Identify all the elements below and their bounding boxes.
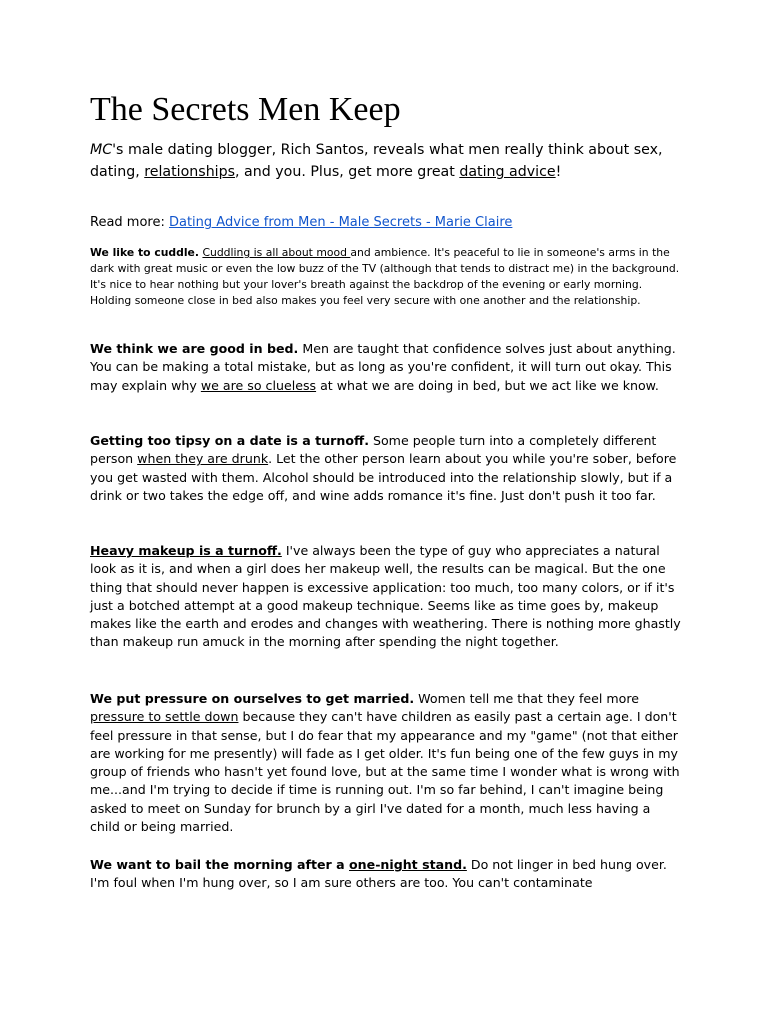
cuddle-text: and ambience. It's peaceful to lie in someone's arms in the dark with great music or even the low buzz of the TV (although that tends to distract me) in the background. It's nice to hear nothing but your lover's breath against the backdrop of the evening or early morning. Holding someone close in bed also makes you feel very secure with one another and the relationship. — [90, 246, 680, 307]
one-night-stand-link[interactable] — [349, 857, 467, 872]
article-deck — [90, 139, 690, 183]
bail-heading: We want to bail the morning after a — [90, 857, 350, 872]
good-in-bed-heading: We think we are good in bed. — [90, 341, 299, 356]
makeup-heading: Heavy makeup is a turnoff. — [90, 543, 282, 558]
deck-text: 's male dating blogger, Rich Santos, reveals what men really think about sex, dating, — [90, 142, 663, 180]
deck-text: ! — [555, 164, 562, 180]
drunk-link[interactable]: when they are drunk — [137, 451, 269, 467]
bail-text: Do not linger in bed hung over. I'm foul when I'm hung over, so I am sure others are too. You can't contaminate — [90, 857, 667, 891]
tipsy-paragraph — [90, 432, 684, 505]
magazine-abbrev: MC — [90, 142, 113, 158]
cuddle-heading: We like to cuddle. — [90, 246, 199, 259]
deck-text: , and you. Plus, get more great — [235, 164, 460, 180]
read-more-link[interactable]: Dating Advice from Men - Male Secrets - Marie Claire — [168, 215, 513, 230]
married-paragraph — [90, 690, 684, 836]
tipsy-text: Some people turn into a completely different person — [90, 433, 657, 467]
married-heading: We put pressure on ourselves to get married. — [90, 691, 415, 706]
married-text: because they can't have children as easily past a certain age. I don't feel pressure in that sense, but I do fear that my appearance and my "game" (not that either are working for me presently) will fade as I get older. It's fun being one of the few guys in my group of friends who hasn't yet found love, but at the same time I wonder what is wrong with me...and I'm trying to decide if time is running out. I'm so far behind, I can't imagine being asked to meet on Sunday for brunch by a girl I've dated for a month, much less having a child or being married. — [90, 709, 680, 835]
read-more-label: Read more: — [90, 215, 169, 230]
good-in-bed-text: Men are taught that confidence solves just about anything. You can be making a total mistake, but as long as you're confident, it will turn out okay. This may explain why — [90, 341, 676, 393]
clueless-link[interactable]: we are so clueless — [200, 377, 317, 393]
dating-advice-link[interactable]: dating advice — [459, 164, 556, 180]
makeup-paragraph — [90, 542, 684, 652]
good-in-bed-paragraph — [90, 340, 684, 395]
article-title: The Secrets Men Keep — [90, 91, 401, 128]
makeup-text: I've always been the type of guy who appreciates a natural look as it is, and when a girl does her makeup well, the results can be magical. But the one thing that should never happen is excessive application: too much, too many colors, or if it's just a botched attempt at a good makeup technique. Seems like as time goes by, makeup makes like the earth and erodes and changes with weathering. There is nothing more ghastly than makeup run amuck in the morning after spending the night together. — [90, 543, 681, 650]
makeup-heading-link[interactable] — [90, 543, 282, 558]
one-night-stand-label: one-night stand. — [349, 857, 467, 872]
bail-paragraph — [90, 856, 684, 893]
cuddling-link[interactable]: Cuddling is all about mood — [202, 246, 351, 259]
settle-down-link[interactable]: pressure to settle down — [90, 709, 239, 725]
married-text: Women tell me that they feel more — [414, 691, 640, 706]
cuddle-paragraph — [90, 245, 684, 309]
good-in-bed-text: at what we are doing in bed, but we act like we know. — [316, 377, 659, 393]
tipsy-heading: Getting too tipsy on a date is a turnoff. — [90, 433, 369, 448]
tipsy-text: . Let the other person learn about you while you're sober, before you get wasted with them. Alcohol should be introduced into the relationship slowly, but if a drink or two takes the edge off, and wine adds romance it's fine. Just don't push it too far. — [90, 451, 677, 503]
relationships-link[interactable]: relationships — [144, 164, 236, 180]
read-more — [90, 212, 512, 234]
